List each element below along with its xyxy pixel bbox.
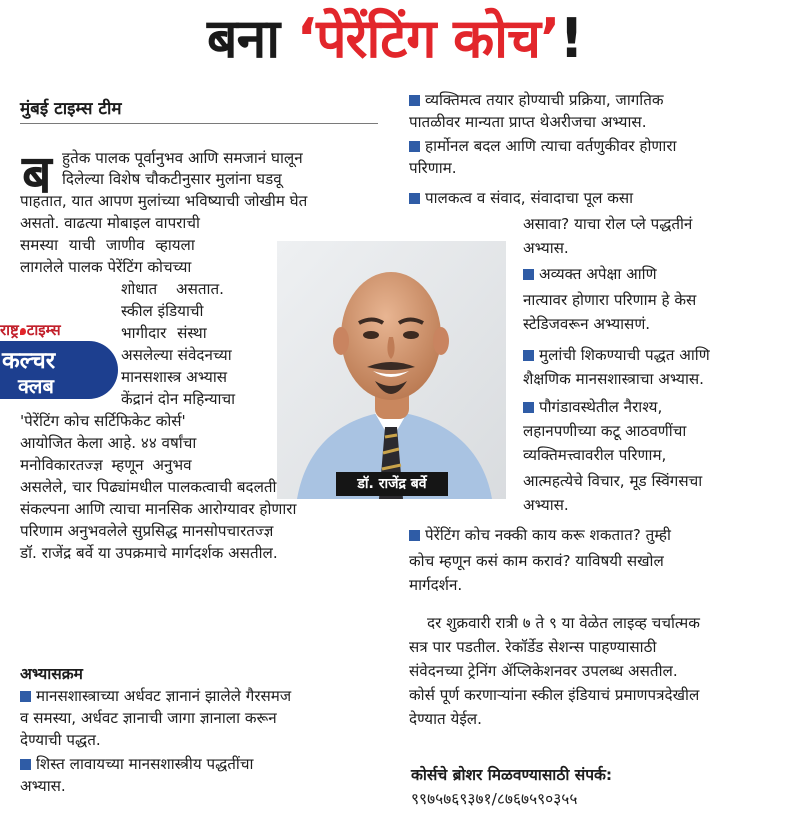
- culture-club-logo: [0, 341, 118, 399]
- right-line: दर शुक्रवारी रात्री ७ ते ९ या वेळेत लाइव्ह चर्चात्मक: [427, 614, 700, 632]
- right-line: स्टेडिजवरून अभ्यासणं.: [523, 315, 651, 333]
- intro-line: डॉ. राजेंद्र बर्वे या उपक्रमाचे मार्गदर्शक असतील.: [20, 544, 278, 562]
- right-line: कोर्स पूर्ण करणाऱ्यांना स्कील इंडियाचं प्रमाणपत्रदेखील: [409, 686, 700, 704]
- intro-line: केंद्रानं दोन महिन्याचा: [121, 390, 236, 408]
- intro-line: लागलेले पालक पेरेंटिंग कोचच्या: [20, 258, 192, 276]
- intro-line: मानसशास्त्र अभ्यास: [121, 368, 228, 386]
- course-line: मानसशास्त्राच्या अर्धवट ज्ञानानं झालेले गैरसमज: [20, 686, 291, 707]
- portrait-photo: [277, 241, 506, 499]
- right-line: अभ्यास.: [523, 496, 569, 514]
- right-line: संवेदनच्या ट्रेनिंग ॲप्लिकेशनवर उपलब्ध असतील.: [409, 662, 678, 680]
- bullet-square-icon: [523, 350, 534, 361]
- course-line: देण्याची पद्धत.: [20, 731, 101, 749]
- course-heading: अभ्यासक्रम: [20, 665, 83, 683]
- right-line: मुलांची शिकण्याची पद्धत आणि: [523, 345, 710, 366]
- portrait-illustration: [277, 241, 506, 499]
- bullet-square-icon: [523, 402, 534, 413]
- course-line: व समस्या, अर्धवट ज्ञानाची जागा ज्ञानाला करून: [20, 709, 277, 727]
- right-line: व्यक्तिमत्त्वावरील परिणाम,: [523, 446, 667, 464]
- right-line: हार्मोनल बदल आणि त्याचा वर्तणुकीवर होणारा: [409, 136, 676, 157]
- bullet-square-icon: [20, 759, 31, 770]
- course-line: अभ्यास.: [20, 777, 66, 795]
- right-line: आत्महत्येचे विचार, मूड स्विंगसचा: [523, 472, 703, 490]
- right-line: लहानपणीच्या कटू आठवणींचा: [523, 422, 687, 440]
- rashtra-times-logo: [0, 320, 61, 340]
- intro-line: हुतेक पालक पूर्वानुभव आणि समजानं घालून: [62, 149, 303, 167]
- headline-part-3: !: [559, 7, 583, 70]
- photo-caption: डॉ. राजेंद्र बर्वे: [336, 472, 448, 496]
- intro-line: मनोविकारतज्ज्ञ म्हणून अनुभव: [20, 456, 192, 474]
- byline: मुंबई टाइम्स टीम: [20, 99, 122, 119]
- intro-line: स्कील इंडियाची: [121, 302, 204, 320]
- right-line: परिणाम.: [409, 159, 457, 177]
- intro-line: असलेल्या संवेदनच्या: [121, 346, 232, 364]
- bullet-square-icon: [523, 269, 534, 280]
- right-line: अभ्यास.: [523, 239, 569, 257]
- right-line: पातळीवर मान्यता प्राप्त थेअरीजचा अभ्यास.: [409, 113, 647, 131]
- right-line: नात्यावर होणारा परिणाम हे केस: [523, 291, 697, 309]
- intro-line: असलेले, चार पिढ्यांमधील पालकत्वाची बदलती: [20, 478, 277, 496]
- intro-line: 'पेरेंटिंग कोच सर्टिफिकेट कोर्स': [20, 412, 186, 430]
- intro-line: संकल्पना आणि त्याचा मानसिक आरोग्यावर होणारा: [20, 500, 297, 518]
- contact-numbers: ९९७५७६९३७१/८७६७५९०३५५: [411, 790, 578, 808]
- right-line: कोच म्हणून कसं काम करावं? याविषयी सखोल: [409, 552, 664, 570]
- bullet-square-icon: [409, 193, 420, 204]
- logo-brand: राष्ट्र: [0, 321, 19, 339]
- right-line: अव्यक्त अपेक्षा आणि: [523, 264, 657, 285]
- logo-line-2: क्लब: [18, 374, 54, 398]
- bullet-square-icon: [409, 530, 420, 541]
- right-line: पेरेंटिंग कोच नक्की काय करू शकतात? तुम्ही: [409, 525, 671, 546]
- headline: [0, 4, 790, 74]
- bullet-square-icon: [409, 95, 420, 106]
- right-line: शैक्षणिक मानसशास्त्राचा अभ्यास.: [523, 370, 704, 388]
- right-line: सत्र पार पडतील. रेकॉर्डेड सेशन्स पाहण्यासाठी: [409, 638, 657, 656]
- intro-line: शोधात असतात.: [121, 280, 224, 298]
- logo-brand-2: टाइम्स: [26, 321, 61, 339]
- headline-part-2: पेरेंटिंग कोच: [316, 7, 541, 70]
- course-line: शिस्त लावायच्या मानसशास्त्रीय पद्धतींचा: [20, 754, 253, 775]
- bullet-square-icon: [409, 141, 420, 152]
- bullet-square-icon: [20, 691, 31, 702]
- logo-drop-icon: [20, 328, 26, 335]
- right-line: मार्गदर्शन.: [409, 576, 463, 594]
- right-line: असावा? याचा रोल प्ले पद्धतीनं: [523, 215, 693, 233]
- contact-title: कोर्सचे ब्रोशर मिळवण्यासाठी संपर्क:: [411, 766, 613, 784]
- intro-line: आयोजित केला आहे. ४४ वर्षांचा: [20, 434, 197, 452]
- intro-line: पाहतात, यात आपण मुलांच्या भविष्याची जोखीम घेत: [20, 192, 308, 210]
- headline-quote-open: ‘: [296, 7, 317, 70]
- intro-line: परिणाम अनुभवलेले सुप्रसिद्ध मानसोपचारतज्ज्ञ: [20, 522, 274, 540]
- intro-line: दिलेल्या विशेष चौकटीनुसार मुलांना घडवू: [62, 170, 282, 188]
- drop-cap: ब: [22, 145, 52, 205]
- headline-quote-close: ’: [540, 7, 560, 70]
- intro-line: भागीदार संस्था: [121, 324, 207, 342]
- logo-line-1: कल्चर: [2, 348, 56, 374]
- intro-line: असतो. वाढत्या मोबाइल वापराची: [20, 214, 200, 232]
- right-line: पौगंडावस्थेतील नैराश्य,: [523, 397, 662, 418]
- intro-line: समस्या याची जाणीव व्हायला: [20, 236, 195, 254]
- right-line: पालकत्व व संवाद, संवादाचा पूल कसा: [409, 188, 633, 209]
- headline-part-1: बना: [207, 7, 297, 70]
- byline-divider: [20, 123, 378, 124]
- right-line: देण्यात येईल.: [409, 710, 482, 728]
- right-line: व्यक्तिमत्व तयार होण्याची प्रक्रिया, जागतिक: [409, 90, 664, 111]
